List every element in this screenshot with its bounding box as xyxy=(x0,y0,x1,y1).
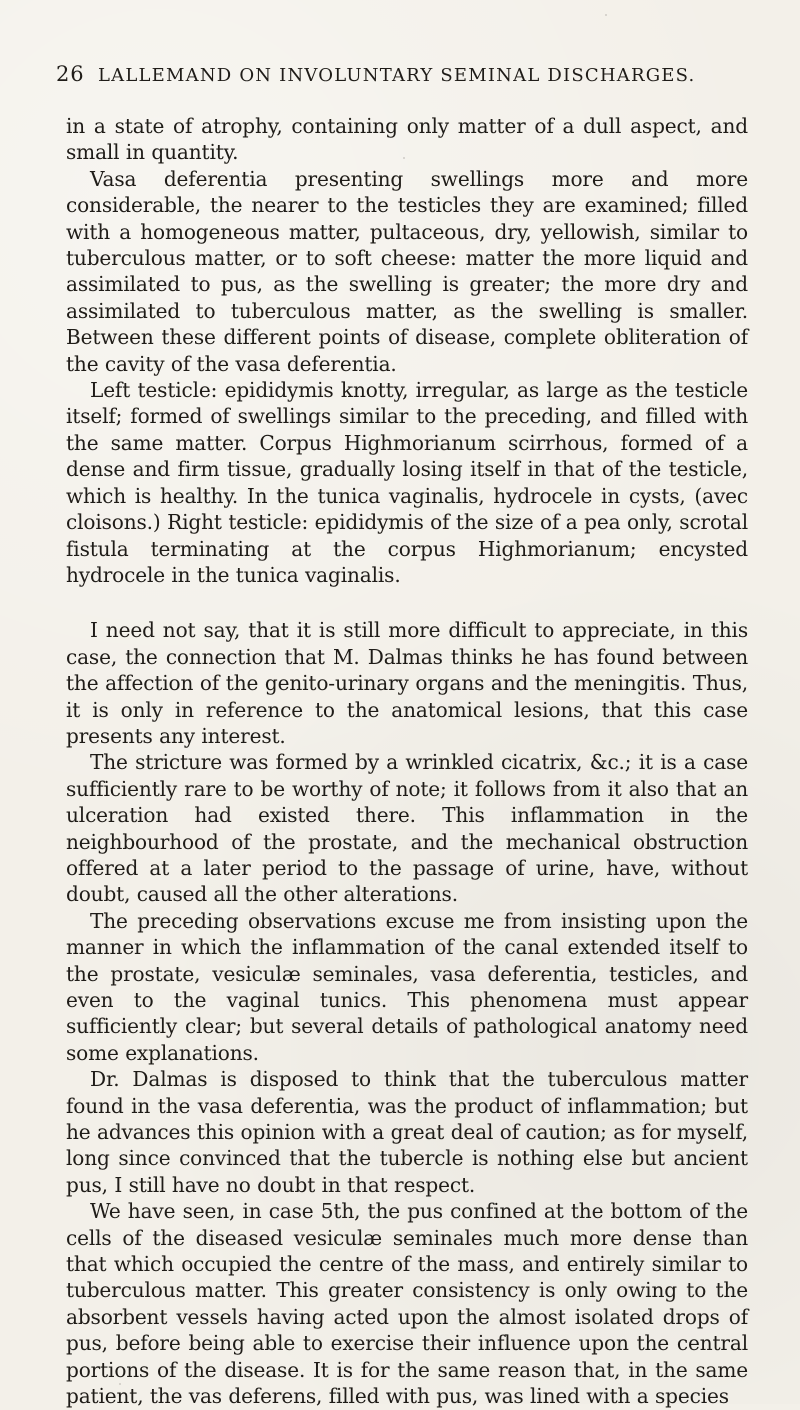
running-title: LALLEMAND ON INVOLUNTARY SEMINAL DISCHARGES. xyxy=(98,65,696,86)
paragraph-vasa-deferentia: Vasa deferentia presenting swellings more and more considerable, the nearer to the testicles they are examined; filled with a homogeneous matter, pultaceous, dry, yellowish, similar to tuberculous matter, or to soft cheese: matter the more liquid and assimilated to pus, as the swelling is greater; the more dry and assimilated to tuberculous matter, as the swelling is smaller. Between these different points of disease, complete obliteration of the cavity of the vasa deferentia. xyxy=(66,166,748,376)
running-head xyxy=(56,63,756,93)
paper-speck xyxy=(575,547,577,549)
paragraph-stricture: The stricture was formed by a wrinkled cicatrix, &c.; it is a case sufficiently rare to be worthy of note; it follows from it also that an ulceration had existed there. This inflammation in the neighbourhood of the prostate, and the mechanical obstruction offered at a later period to the passage of urine, have, without doubt, caused all the other alterations. xyxy=(66,750,748,907)
paragraph-dalmas-connection: I need not say, that it is still more difficult to appreciate, in this case, the connection that M. Dalmas thinks he has found between the affection of the genito-urinary organs and the meningitis. Thus, it is only in reference to the anatomical lesions, that this case presents any interest. xyxy=(66,618,748,748)
paper-speck xyxy=(605,14,607,16)
body-text xyxy=(66,113,748,1410)
paper-speck xyxy=(403,157,405,159)
paragraph-atrophy: in a state of atrophy, containing only matter of a dull aspect, and small in quantity. xyxy=(66,114,748,165)
paper-speck xyxy=(119,1383,121,1385)
paragraph-left-testicle: Left testicle: epididymis knotty, irregular, as large as the testicle itself; formed of swellings similar to the preceding, and filled with the same matter. Corpus Highmorianum scirrhous, formed of a dense and firm tissue, gradually losing itself in that of the testicle, which is healthy. In the tunica vaginalis, hydrocele in cysts, (avec cloisons.) Right testicle: epididymis of the size of a pea only, scrotal fistula terminating at the corpus Highmorianum; encysted hydrocele in the tunica vaginalis. xyxy=(66,378,748,587)
page-number: 26 xyxy=(56,62,85,86)
paragraph-tuberculous-matter: Dr. Dalmas is disposed to think that the tuberculous matter found in the vasa deferentia, was the product of inflammation; but he advances this opinion with a great deal of caution; as for myself, long since convinced that the tubercle is nothing else but ancient pus, I still have no doubt in that respect. xyxy=(66,1067,748,1197)
paragraph-case-fifth: We have seen, in case 5th, the pus confined at the bottom of the cells of the diseased vesiculæ seminales much more dense than that which occupied the centre of the mass, and entirely similar to tuberculous matter. This greater consistency is only owing to the absorbent vessels having acted upon the almost isolated drops of pus, before being able to exercise their influence upon the central portions of the disease. It is for the same reason that, in the same patient, the vas deferens, filled with pus, was lined with a species xyxy=(66,1199,748,1409)
paragraph-preceding-observations: The preceding observations excuse me from insisting upon the manner in which the inflammation of the canal extended itself to the prostate, vesiculæ seminales, vasa deferentia, testicles, and even to the vaginal tunics. This phenomena must appear sufficiently clear; but several details of pathological anatomy need some explanations. xyxy=(66,908,748,1065)
